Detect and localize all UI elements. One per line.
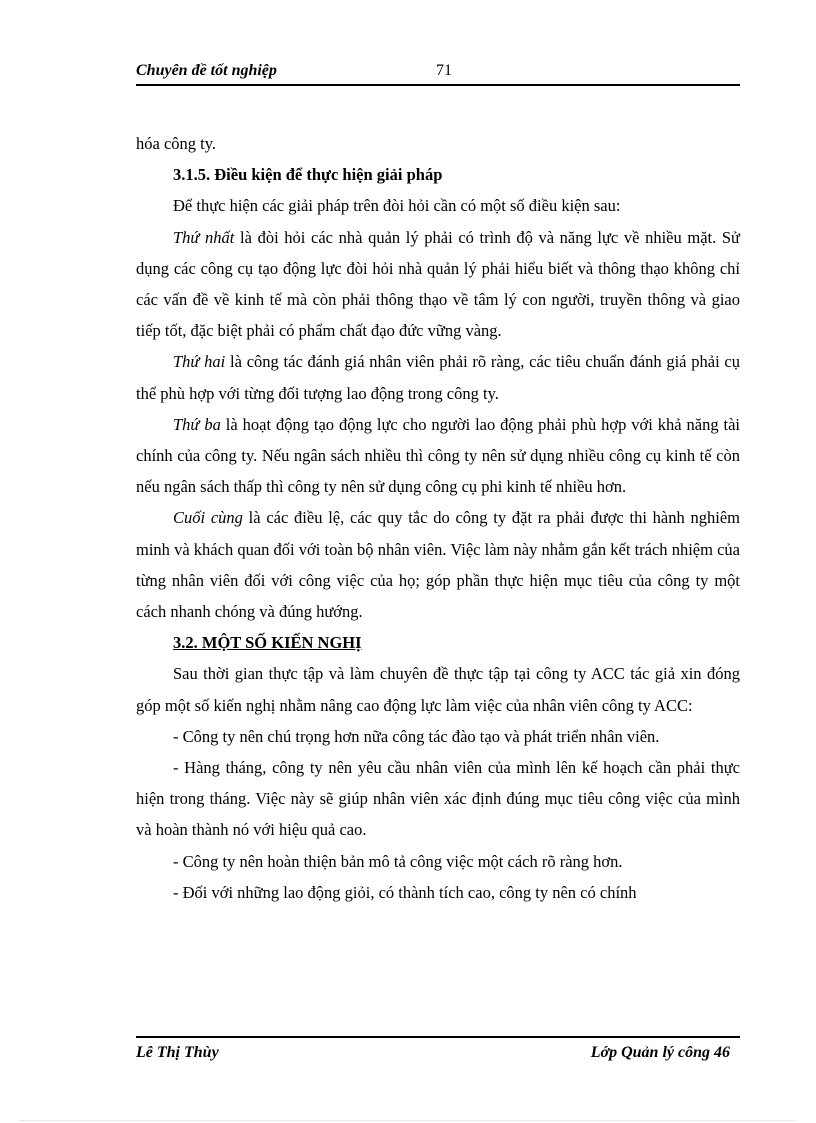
recommendation-item-2: - Hàng tháng, công ty nên yêu cầu nhân viên của mình lên kế hoạch cần phải thực hiện trong tháng. Việc này sẽ giúp nhân viên xác định đúng mục tiêu công việc của mình và hoàn thành nó với hiệu quả cao. <box>136 758 740 840</box>
recommendation-item-1: - Công ty nên chú trọng hơn nữa công tác đào tạo và phát triển nhân viên. <box>173 726 660 746</box>
page-number: 71 <box>436 62 452 79</box>
paragraph-intro: Để thực hiện các giải pháp trên đòi hỏi cần có một số điều kiện sau: <box>173 196 621 216</box>
section-heading-3-2: 3.2. MỘT SỐ KIẾN NGHỊ <box>173 633 362 653</box>
paragraph-last-condition <box>136 502 740 627</box>
paragraph-second-text: là công tác đánh giá nhân viên phải rõ ràng, các tiêu chuẩn đánh giá phải cụ thể phù hợp với từng đối tượng lao động trong công ty. <box>136 352 741 403</box>
emphasis-third: Thứ ba <box>173 414 221 434</box>
paragraph-first-text: là đòi hỏi các nhà quản lý phải có trình độ và năng lực về nhiều mặt. Sử dụng các công cụ tạo động lực đòi hỏi nhà quản lý phải hiểu biết và thông thạo không chỉ các vấn đề về kinh tế mà còn phải thông thạo về tâm lý con người, truyền thông và giao tiếp tốt, đặc biệt phải có phẩm chất đạo đức vững vàng. <box>136 227 741 341</box>
recommendation-item-3: - Công ty nên hoàn thiện bản mô tả công việc một cách rõ ràng hơn. <box>173 851 623 871</box>
footer-divider <box>136 1036 740 1038</box>
emphasis-last: Cuối cùng <box>173 508 243 528</box>
emphasis-second: Thứ hai <box>173 352 226 372</box>
paragraph-continuation: hóa công ty. <box>136 134 217 153</box>
paragraph-third-condition <box>136 409 740 503</box>
paragraph-recommendations-intro: Sau thời gian thực tập và làm chuyên đề thực tập tại công ty ACC tác giả xin đóng góp một số kiến nghị nhằm nâng cao động lực làm việc của nhân viên công ty ACC: <box>136 664 740 715</box>
paragraph-third-text: là hoạt động tạo động lực cho người lao động phải phù hợp với khả năng tài chính của công ty. Nếu ngân sách nhiều thì công ty nên sử dụng nhiều công cụ kinh tế còn nếu ngân sách thấp thì công ty nên sử dụng công cụ phi kinh tế nhiều hơn. <box>136 414 740 497</box>
footer-class: Lớp Quản lý công 46 <box>590 1044 730 1061</box>
emphasis-first: Thứ nhất <box>173 227 235 247</box>
footer-author: Lê Thị Thùy <box>136 1044 219 1061</box>
header-title: Chuyên đề tốt nghiệp <box>136 62 277 79</box>
recommendation-item-4: - Đối với những lao động giỏi, có thành tích cao, công ty nên có chính <box>173 882 637 902</box>
body-text <box>136 128 740 908</box>
paragraph-first-condition <box>136 222 740 347</box>
section-heading-3-1-5: 3.1.5. Điều kiện để thực hiện giải pháp <box>173 165 443 185</box>
paragraph-second-condition <box>136 346 740 408</box>
paragraph-last-text: là các điều lệ, các quy tắc do công ty đặt ra phải được thi hành nghiêm minh và khách quan đối với toàn bộ nhân viên. Việc làm này nhằm gắn kết trách nhiệm của từng nhân viên đối với công việc của họ; góp phần thực hiện mục tiêu của công ty một cách nhanh chóng và đúng hướng. <box>136 508 740 622</box>
page-edge-divider <box>20 1120 796 1121</box>
page-header <box>136 58 740 86</box>
